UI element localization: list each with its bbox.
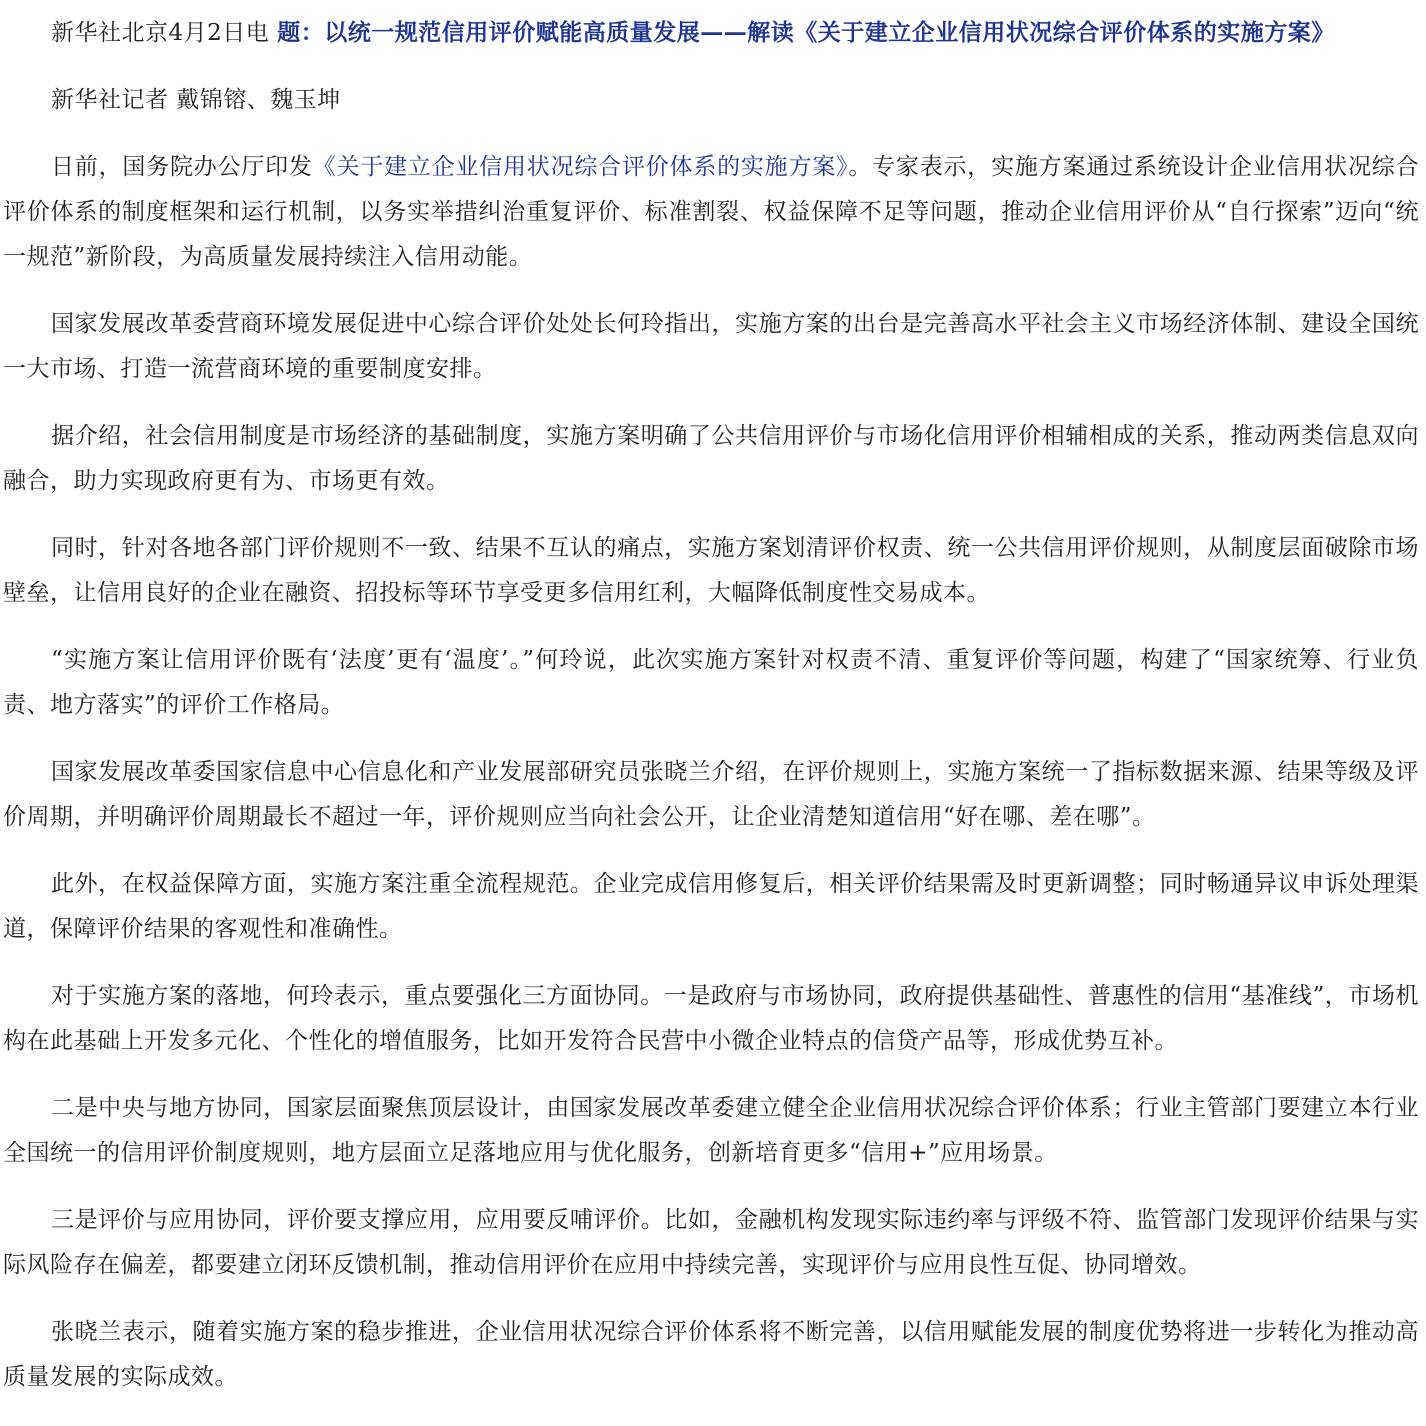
body-paragraph: 国家发展改革委营商环境发展促进中心综合评价处处长何玲指出，实施方案的出台是完善高水平社会主义市场经济体制、建设全国统一大市场、打造一流营商环境的重要制度安排。 xyxy=(3,311,1419,382)
byline: 新华社记者 戴锦镕、魏玉坤 xyxy=(51,87,341,113)
body-paragraph: 对于实施方案的落地，何玲表示，重点要强化三方面协同。一是政府与市场协同，政府提供基础性、普惠性的信用“基准线”，市场机构在此基础上开发多元化、个性化的增值服务，比如开发符合民营中小微企业特点的信贷产品等，形成优势互补。 xyxy=(3,983,1419,1054)
article-body xyxy=(3,0,1419,1412)
lead-paragraph xyxy=(3,135,1419,292)
body-paragraph: 此外，在权益保障方面，实施方案注重全流程规范。企业完成信用修复后，相关评价结果需及时更新调整；同时畅通异议申诉处理渠道，保障评价结果的客观性和准确性。 xyxy=(3,871,1419,942)
body-paragraph: 据介绍，社会信用制度是市场经济的基础制度，实施方案明确了公共信用评价与市场化信用评价相辅相成的关系，推动两类信息双向融合，助力实现政府更有为、市场更有效。 xyxy=(3,423,1419,494)
lead-text-before: 日前，国务院办公厅印发 xyxy=(51,154,313,180)
document-title-link[interactable]: 《关于建立企业信用状况综合评价体系的实施方案》 xyxy=(312,154,849,180)
article-headline: 题：以统一规范信用评价赋能高质量发展——解读《关于建立企业信用状况综合评价体系的实施方案》 xyxy=(277,19,1335,46)
body-paragraph: 同时，针对各地各部门评价规则不一致、结果不互认的痛点，实施方案划清评价权责、统一公共信用评价规则，从制度层面破除市场壁垒，让信用良好的企业在融资、招投标等环节享受更多信用红利，大幅降低制度性交易成本。 xyxy=(3,535,1419,606)
dateline: 新华社北京4月2日电 xyxy=(51,20,270,46)
lead-text-after: 。专家表示，实施方案通过系统设计企业信用状况综合评价体系的制度框架和运行机制，以务实举措纠治重复评价、标准割裂、权益保障不足等问题，推动企业信用评价从“自行探索”迈向“统一规范”新阶段，为高质量发展持续注入信用动能。 xyxy=(3,154,1420,270)
dateline-paragraph xyxy=(3,0,1419,68)
body-paragraph: 二是中央与地方协同，国家层面聚焦顶层设计，由国家发展改革委建立健全企业信用状况综合评价体系；行业主管部门要建立本行业全国统一的信用评价制度规则，地方层面立足落地应用与优化服务，创新培育更多“信用+”应用场景。 xyxy=(3,1095,1419,1166)
body-paragraph: 三是评价与应用协同，评价要支撑应用，应用要反哺评价。比如，金融机构发现实际违约率与评级不符、监管部门发现评价结果与实际风险存在偏差，都要建立闭环反馈机制，推动信用评价在应用中持续完善，实现评价与应用良性互促、协同增效。 xyxy=(3,1207,1419,1278)
body-paragraph: 张晓兰表示，随着实施方案的稳步推进，企业信用状况综合评价体系将不断完善，以信用赋能发展的制度优势将进一步转化为推动高质量发展的实际成效。 xyxy=(3,1319,1419,1390)
body-paragraph: 国家发展改革委国家信息中心信息化和产业发展部研究员张晓兰介绍，在评价规则上，实施方案统一了指标数据来源、结果等级及评价周期，并明确评价周期最长不超过一年，评价规则应当向社会公开，让企业清楚知道信用“好在哪、差在哪”。 xyxy=(3,759,1419,830)
body-paragraph: “实施方案让信用评价既有‘法度’更有‘温度’。”何玲说，此次实施方案针对权责不清、重复评价等问题，构建了“国家统筹、行业负责、地方落实”的评价工作格局。 xyxy=(3,647,1419,718)
